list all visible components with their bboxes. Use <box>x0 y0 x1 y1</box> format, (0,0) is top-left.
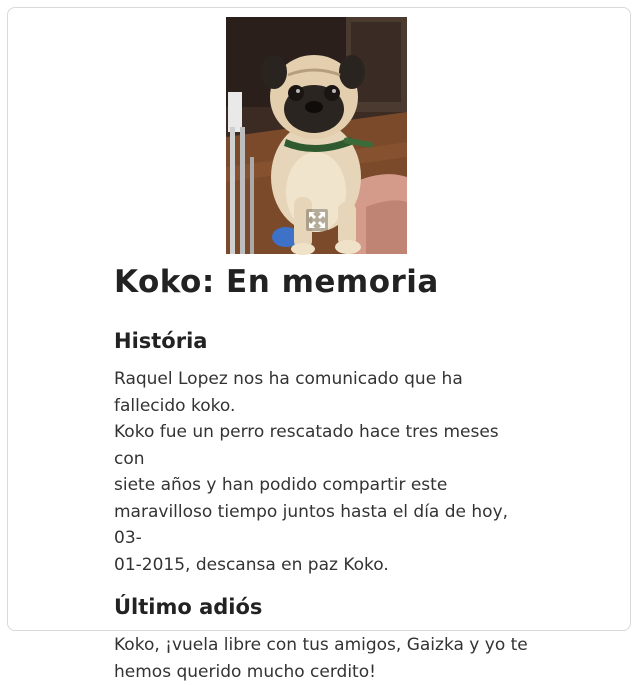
expand-arrows-icon[interactable] <box>306 209 328 231</box>
adios-paragraph <box>114 632 534 685</box>
historia-paragraph <box>114 366 534 578</box>
historia-line: 01-2015, descansa en paz Koko. <box>114 552 534 579</box>
memorial-card <box>7 7 631 631</box>
page-title: Koko: En memoria <box>114 260 534 304</box>
dog-photo[interactable] <box>226 17 407 254</box>
adios-line: hemos querido mucho cerdito! <box>114 659 534 685</box>
section-heading-historia: História <box>114 326 534 356</box>
historia-line: siete años y han podido compartir este <box>114 472 534 499</box>
historia-line: fallecido koko. <box>114 393 534 420</box>
memorial-content <box>114 256 534 685</box>
section-heading-ultimo-adios: Último adiós <box>114 592 534 622</box>
historia-line: maravilloso tiempo juntos hasta el día de hoy, 03- <box>114 499 534 552</box>
adios-line: Koko, ¡vuela libre con tus amigos, Gaizka y yo te <box>114 632 534 659</box>
historia-line: Raquel Lopez nos ha comunicado que ha <box>114 366 534 393</box>
historia-line: Koko fue un perro rescatado hace tres meses con <box>114 419 534 472</box>
